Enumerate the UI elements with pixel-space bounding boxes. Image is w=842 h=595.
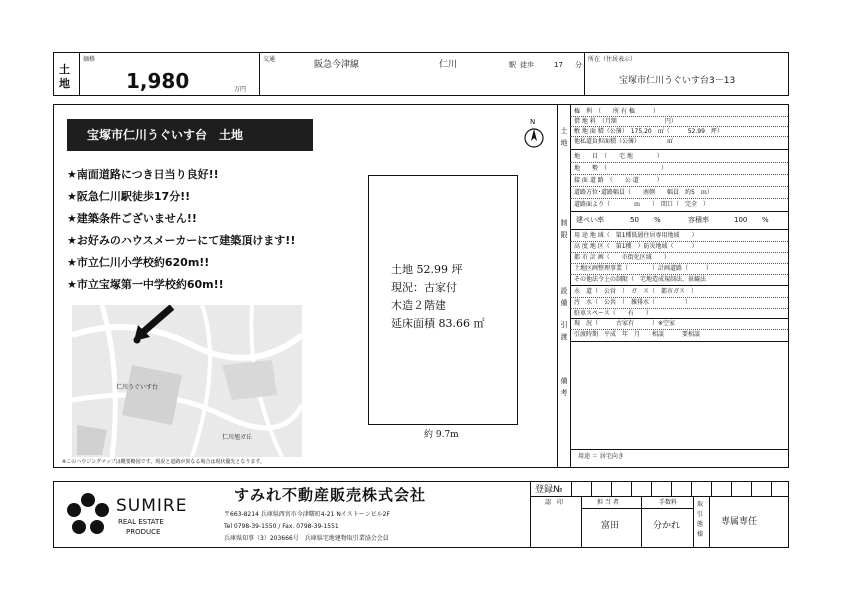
listing-title: 宝塚市仁川うぐいす台 土地 (87, 128, 244, 142)
company-logo (64, 488, 214, 544)
map-drawing (72, 305, 302, 457)
main-body (53, 104, 789, 468)
far-pct: % (762, 216, 769, 224)
price-value: 1,980 (126, 69, 190, 93)
bullet-6: ★市立宝塚第一中学校約60m!! (67, 278, 224, 291)
section-remarks: 備考 (560, 377, 568, 397)
other-limits: その他法令上の制限（ 宅地造成規制法、景観法 (574, 276, 707, 283)
plot-structure: 木造２階建 (391, 299, 446, 312)
station-suffix: 駅 (509, 61, 516, 69)
agent-grid (530, 482, 788, 547)
bullet-3: ★建築条件ございません!! (67, 212, 197, 225)
logo-sub: REAL ESTATE (118, 518, 164, 526)
plot-floor-area: 延床面積 83.66 ㎡ (391, 317, 485, 330)
handover-status: 現 況（ 古家有 ）※空家 (574, 320, 676, 327)
station-name: 仁川 (439, 60, 458, 70)
price-unit: 万円 (234, 86, 247, 93)
compass-icon (522, 119, 546, 149)
flower-logo-icon (66, 492, 110, 536)
registration-label: 登録№ (535, 485, 563, 495)
company-name: すみれ不動産販売株式会社 (234, 486, 427, 504)
sewer: 汚 水（ 公共 ） 雑排水（ ） (574, 299, 692, 306)
site-area: 敷 地 面 積（公簿） 175.20 ㎡（ 52.99 坪） (574, 128, 723, 135)
category-label: 土地 (59, 63, 70, 90)
height-district: 高 度 地 区（ 第1種 ）防災地域（ ） (574, 243, 698, 250)
section-limits: 制限 (560, 219, 568, 239)
plot-status: 現況：古家付 (391, 281, 457, 294)
map-label-2: 仁川旭ガ丘 (222, 434, 253, 441)
price-label: 価格 (83, 56, 96, 63)
section-facilities: 設備 (560, 287, 568, 307)
person-name: 富田 (601, 521, 620, 531)
rights: 権 利 （ 所 有 権 ） (574, 108, 659, 115)
bcr-pct: % (654, 216, 661, 224)
train-line: 阪急今津線 (314, 60, 360, 70)
section-land: 土地 (560, 127, 568, 147)
logo-sub2: PRODUCE (126, 528, 161, 536)
company-tel: Tel 0798-39-1550 / Fax. 0798-39-1551 (224, 523, 339, 530)
plot-plan (368, 175, 518, 425)
fee-value: 分かれ (653, 521, 681, 531)
private-road: 他私道負担面積（公簿） ㎡ (574, 138, 674, 145)
city-plan: 都 市 計 画（ 市街化区域 ） (574, 254, 670, 261)
far-value: 100 (734, 216, 748, 224)
compass-north-label: N (530, 118, 536, 126)
zoning: 用 途 地 域（ 第1種低層住居専用地域 ） (574, 232, 698, 239)
person-label: 担 当 者 (597, 499, 619, 506)
map-label-1: 仁川うぐいす台 (116, 384, 159, 391)
bullet-1: ★南面道路につき日当り良好!! (67, 168, 219, 181)
far-label: 容積率 (688, 216, 709, 224)
section-handover: 引渡 (560, 321, 568, 341)
deal-type-label: 取引態様 (697, 501, 704, 538)
land-readjustment: 土地区画整理事業（ ）計画道路（ ） (574, 265, 713, 272)
walk-label: 徒歩 (520, 61, 534, 69)
footer (53, 481, 789, 548)
plot-area: 土地 52.99 坪 (391, 263, 463, 276)
map-note: ※このハウジングマップは概要略図です。現況と道路が異なる場合は現状優先となります。 (62, 459, 265, 465)
parking: 駐車スペース（ 有 ） (574, 310, 652, 317)
terrain: 地 勢 （ ） (574, 165, 668, 172)
location-label: 所在（住居表示） (588, 56, 637, 63)
bullet-4: ★お好みのハウスメーカーにて建築頂けます!! (67, 234, 296, 247)
company-license: 兵庫県知事（3）203666号 兵庫県宅地建物取引業協会会員 (224, 535, 389, 542)
handover-date: 引渡時期 平成 年 月 相談 要相談 (574, 331, 701, 338)
frontage-road: 接 面 道 路 （ 公 道 ） (574, 177, 663, 184)
minute-unit: 分 (575, 61, 582, 69)
road-height: 道路面より（ ｍ ） 間口（ 完全 ） (574, 201, 710, 208)
address-value: 宝塚市仁川うぐいす台3－13 (619, 76, 736, 86)
details-table (557, 105, 788, 467)
title-banner (67, 119, 313, 151)
plot-frontage: 約 9.7m (424, 430, 459, 440)
road-direction: 道路方位･道路幅員（ 南側 幅員 約5 ｍ） (574, 189, 713, 196)
water-gas: 水 道（ 公営 ） ガ ス（ 都市ガス ） (574, 288, 698, 295)
company-address: 〒663-8214 兵庫県西宮市今津曙町4-21 Nイストーンビル2F (224, 511, 390, 518)
seal-label: 認 印 (545, 499, 564, 506)
area-map (72, 305, 302, 457)
land-category: 地 目 （ 宅 地 ） (574, 153, 663, 160)
bullet-5: ★市立仁川小学校約620m!! (67, 256, 210, 269)
fee-label: 手数料 (659, 499, 678, 506)
remarks-value: 用途 ＝ 居宅向き (578, 453, 624, 460)
walk-minutes: 17 (554, 61, 563, 69)
traffic-label: 交通 (263, 56, 276, 63)
lease-fee: 借 地 料 （月額 円） (574, 118, 677, 125)
bcr-label: 建ぺい率 (576, 216, 604, 224)
bcr-value: 50 (630, 216, 639, 224)
deal-type-value: 専属専任 (721, 517, 758, 527)
logo-name: SUMIRE (116, 496, 188, 516)
bullet-2: ★阪急仁川駅徒歩17分!! (67, 190, 191, 203)
header-row (53, 52, 789, 96)
